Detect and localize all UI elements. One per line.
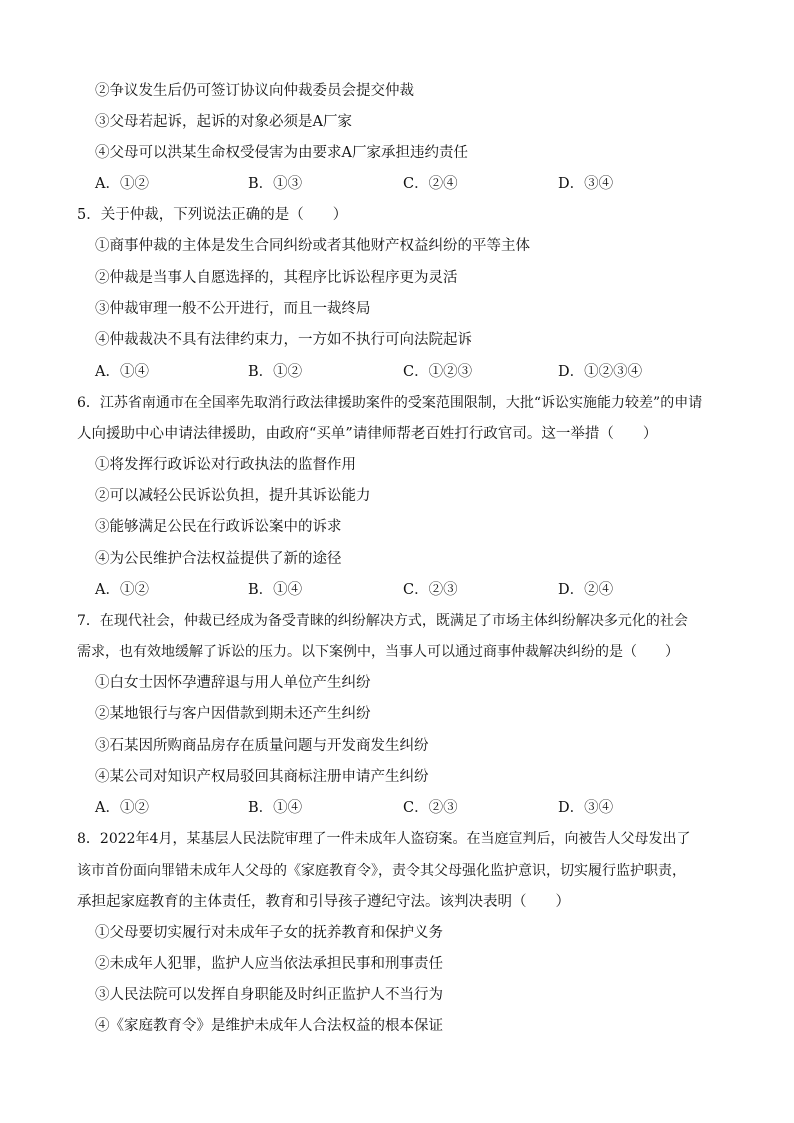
q6-item-3: ③能够满足公民在行政诉讼案中的诉求 xyxy=(95,519,342,535)
q4-item-2: ②争议发生后仍可签订协议向仲裁委员会提交仲裁 xyxy=(95,83,414,99)
q4-option-c[interactable]: C．②④ xyxy=(403,176,458,192)
q5-item-2: ②仲裁是当事人自愿选择的，其程序比诉讼程序更为灵活 xyxy=(95,270,458,286)
q7-item-3: ③石某因所购商品房存在质量问题与开发商发生纠纷 xyxy=(95,738,429,754)
q5-option-b[interactable]: B．①② xyxy=(248,364,303,380)
q8-item-2: ②未成年人犯罪，监护人应当依法承担民事和刑事责任 xyxy=(95,956,443,972)
q6-option-b[interactable]: B．①④ xyxy=(248,582,303,598)
q6-item-1: ①将发挥行政诉讼对行政执法的监督作用 xyxy=(95,457,356,473)
q7-option-a[interactable]: A．①② xyxy=(95,800,149,816)
q5-item-1: ①商事仲裁的主体是发生合同纠纷或者其他财产权益纠纷的平等主体 xyxy=(95,238,530,254)
q6-option-d[interactable]: D．②④ xyxy=(558,582,614,598)
q6-stem-line1: 6．江苏省南通市在全国率先取消行政法律援助案件的受案范围限制，大批“诉讼实施能力较差”的申请 xyxy=(77,395,703,411)
q8-stem-line2: 该市首份面向罪错未成年人父母的《家庭教育令》，责令其父母强化监护意识，切实履行监护职责， xyxy=(77,863,686,879)
q5-stem: 5．关于仲裁，下列说法正确的是（ ） xyxy=(77,207,348,223)
q7-stem-line1: 7．在现代社会，仲裁已经成为备受青睐的纠纷解决方式，既满足了市场主体纠纷解决多元化的社会 xyxy=(77,613,688,629)
q6-stem-line2: 人向援助中心申请法律援助，由政府“买单”请律师帮老百姓打行政官司。这一举措（ ） xyxy=(77,426,658,442)
q7-item-4: ④某公司对知识产权局驳回其商标注册申请产生纠纷 xyxy=(95,769,429,785)
q8-stem-line1: 8．2022年4月，某基层人民法院审理了一件未成年人盗窃案。在当庭宣判后，向被告人父母发出了 xyxy=(77,831,691,847)
q5-option-d[interactable]: D．①②③④ xyxy=(558,364,643,380)
q7-item-2: ②某地银行与客户因借款到期未还产生纠纷 xyxy=(95,706,371,722)
q4-item-3: ③父母若起诉，起诉的对象必须是A厂家 xyxy=(95,114,352,130)
q8-item-1: ①父母要切实履行对未成年子女的抚养教育和保护义务 xyxy=(95,925,443,941)
q6-option-a[interactable]: A．①② xyxy=(95,582,149,598)
q5-option-c[interactable]: C．①②③ xyxy=(403,364,473,380)
q8-item-3: ③人民法院可以发挥自身职能及时纠正监护人不当行为 xyxy=(95,987,443,1003)
q6-option-c[interactable]: C．②③ xyxy=(403,582,458,598)
q7-option-c[interactable]: C．②③ xyxy=(403,800,458,816)
q7-option-d[interactable]: D．③④ xyxy=(558,800,614,816)
q4-option-d[interactable]: D．③④ xyxy=(558,176,614,192)
q8-stem-line3: 承担起家庭教育的主体责任，教育和引导孩子遵纪守法。该判决表明（ ） xyxy=(77,894,570,910)
q7-item-1: ①白女士因怀孕遭辞退与用人单位产生纠纷 xyxy=(95,675,371,691)
q7-option-b[interactable]: B．①④ xyxy=(248,800,303,816)
q5-item-3: ③仲裁审理一般不公开进行，而且一裁终局 xyxy=(95,301,371,317)
q6-item-4: ④为公民维护合法权益提供了新的途径 xyxy=(95,551,342,567)
q6-item-2: ②可以减轻公民诉讼负担，提升其诉讼能力 xyxy=(95,488,371,504)
q4-item-4: ④父母可以洪某生命权受侵害为由要求A厂家承担违约责任 xyxy=(95,145,468,161)
q4-option-b[interactable]: B．①③ xyxy=(248,176,303,192)
q8-item-4: ④《家庭教育令》是维护未成年人合法权益的根本保证 xyxy=(95,1018,443,1034)
q5-option-a[interactable]: A．①④ xyxy=(95,364,149,380)
q5-item-4: ④仲裁裁决不具有法律约束力，一方如不执行可向法院起诉 xyxy=(95,332,472,348)
q4-option-a[interactable]: A．①② xyxy=(95,176,149,192)
q7-stem-line2: 需求，也有效地缓解了诉讼的压力。以下案例中，当事人可以通过商事仲裁解决纠纷的是（ ） xyxy=(77,644,679,660)
